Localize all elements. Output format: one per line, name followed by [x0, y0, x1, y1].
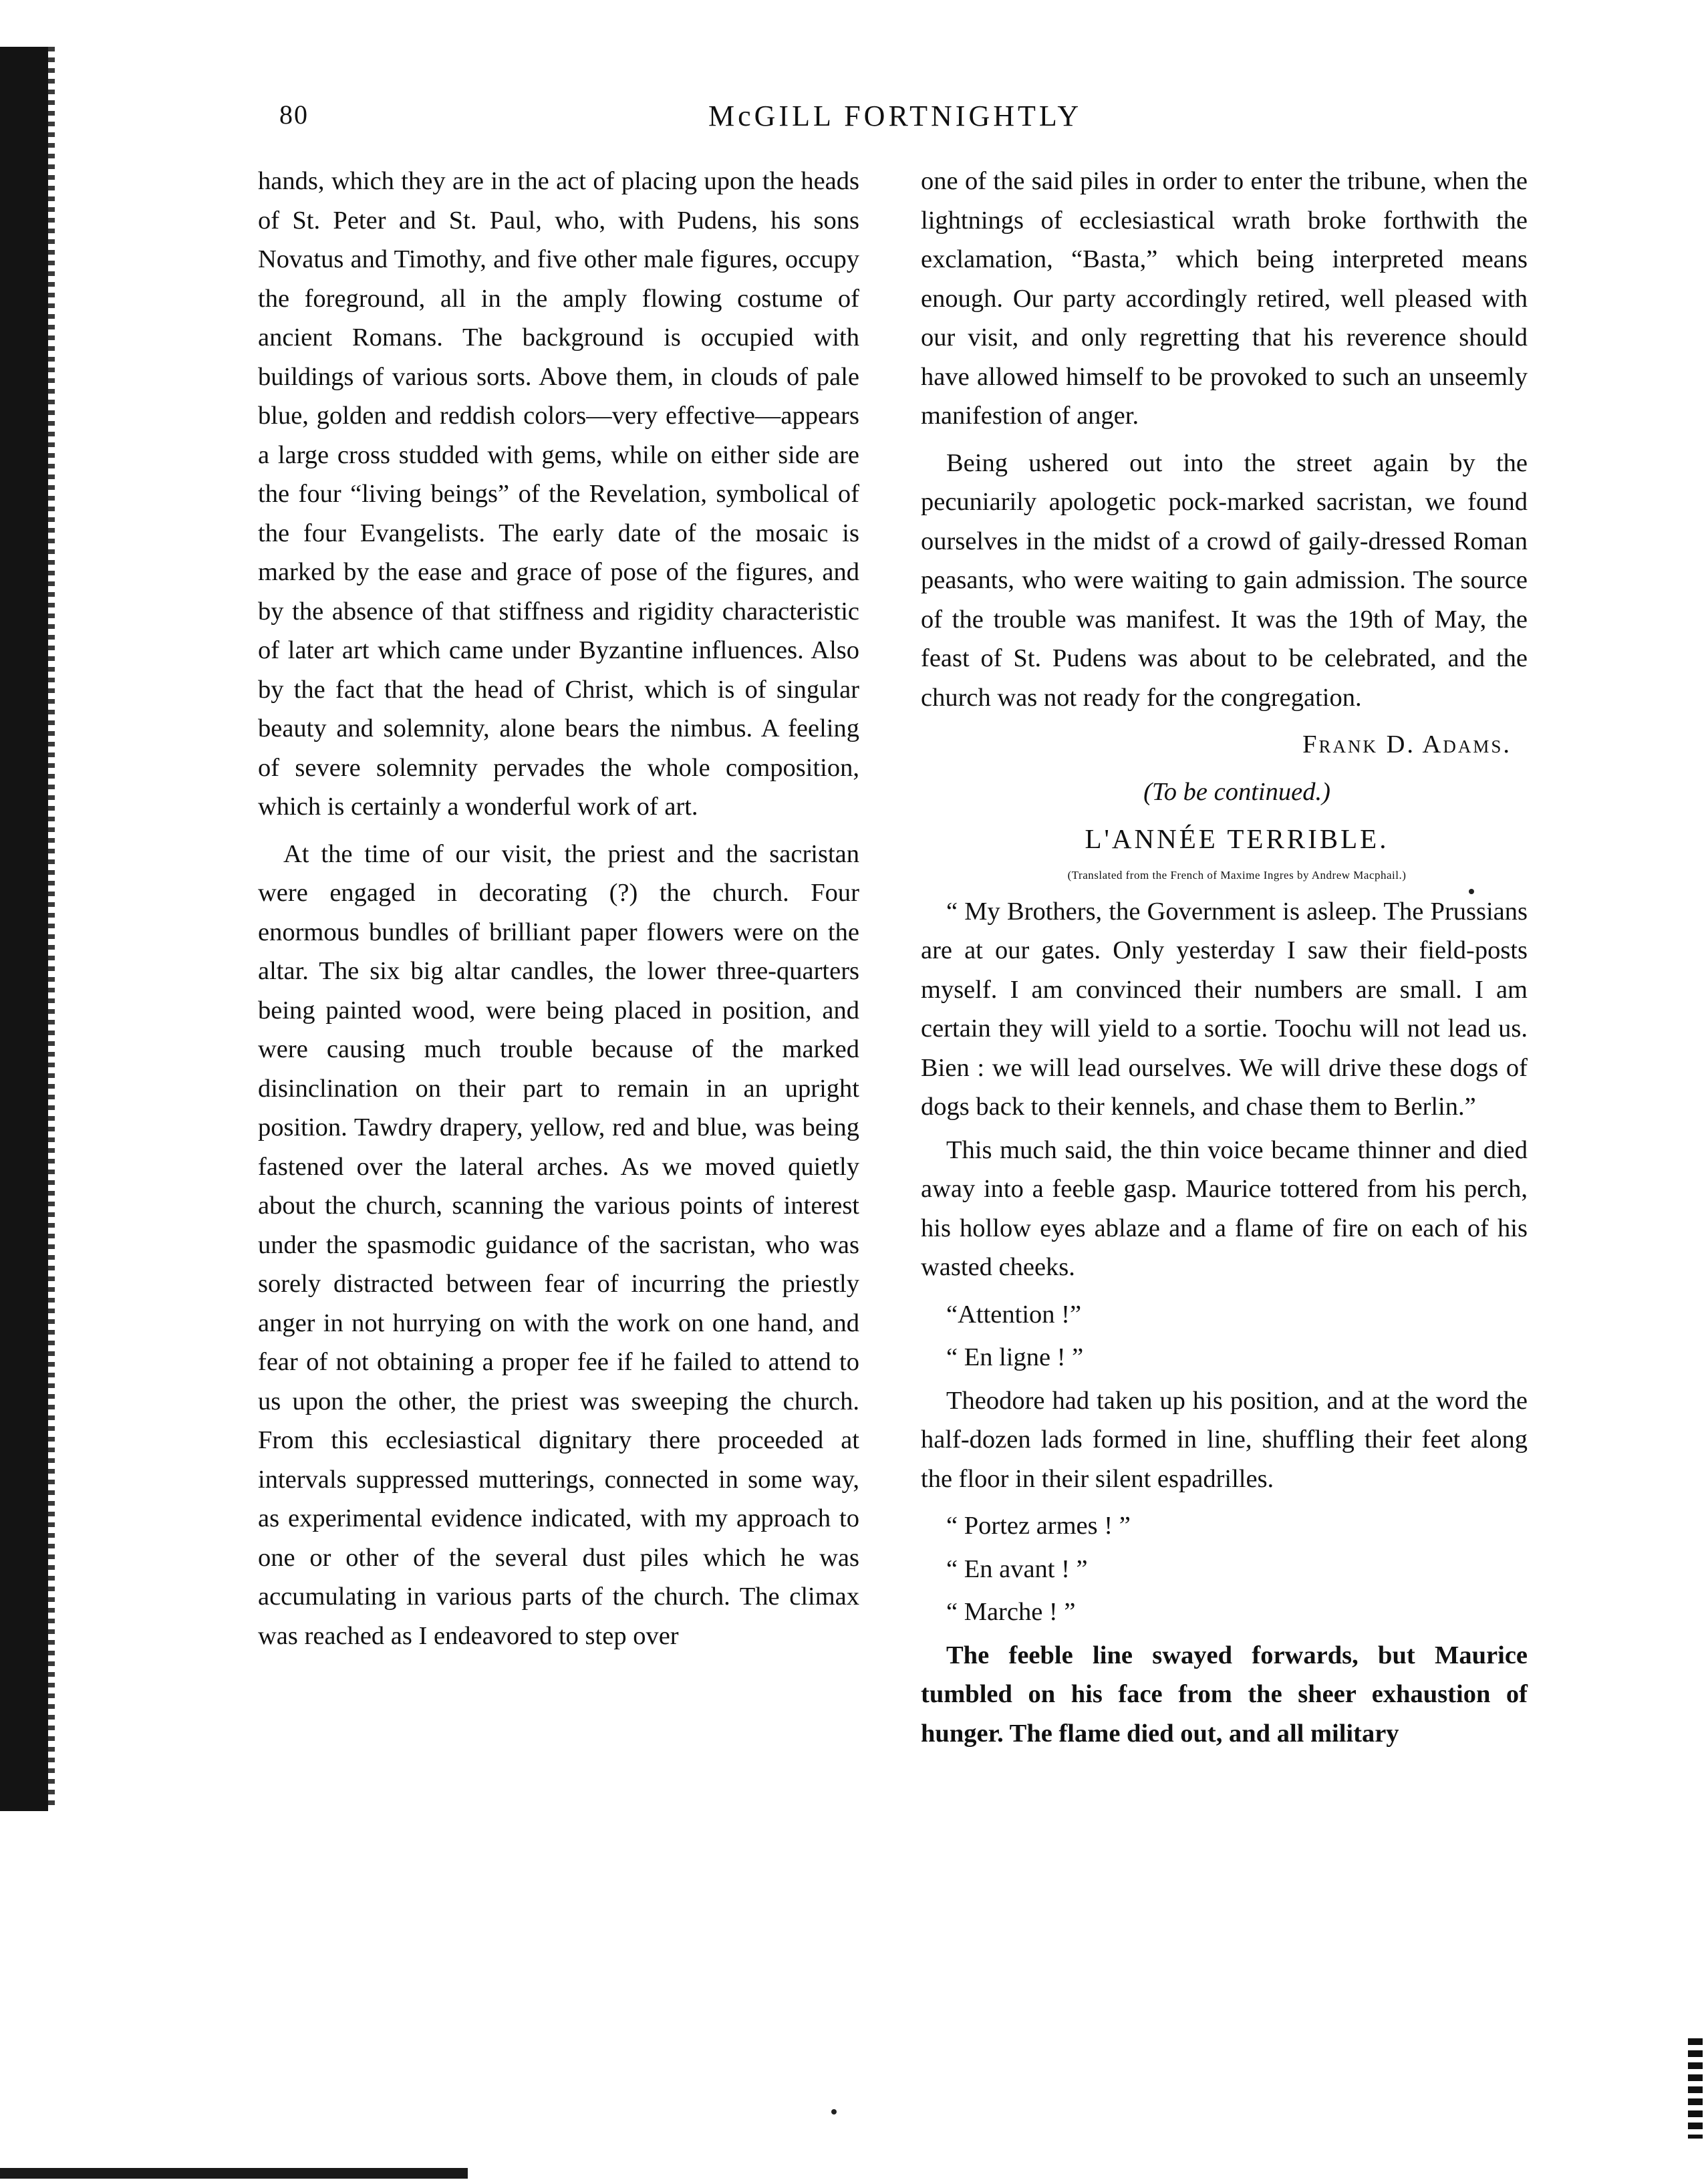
- page-header: [0, 99, 1708, 139]
- paragraph-feeble-line: The feeble line swayed forwards, but Maurice tumbled on his face from the sheer exhaustion of hunger. The flame died out, and all military: [921, 1641, 1528, 1748]
- command-marche: “ Marche ! ”: [946, 1598, 1076, 1626]
- scan-binding-edge: [0, 47, 48, 1811]
- bottom-dot-mark: [831, 2109, 837, 2114]
- paragraph-mosaic-description: hands, which they are in the act of placing upon the heads of St. Peter and St. Paul, who, with Pudens, his sons Novatus and Timothy, and five other male figures, occupy the foreground, all in the amply flowing costume of ancient Romans. The background is occupied with buildings of various sorts. Above them, in clouds of pale blue, golden and reddish colors—very effective—appears a large cross studded with gems, while on either side are the four “living beings” of the Revelation, symbolical of the four Evangelists. The early date of the mosaic is marked by the ease and grace of pose of the figures, and by the absence of that stiffness and rigidity characteristic of later art which came under Byzantine influences. Also by the fact that the head of Christ, which is of singular beauty and solemnity, alone bears the nimbus. A feeling of severe solemnity pervades the whole composition, which is certainly a wonderful work of art.: [258, 167, 859, 821]
- command-attention: “Attention !”: [946, 1300, 1082, 1329]
- article-title: L'ANNÉE TERRIBLE.: [1085, 823, 1389, 854]
- article-subtitle: (Translated from the French of Maxime Ingres by Andrew Macphail.): [1067, 868, 1407, 881]
- right-column: [921, 162, 1528, 1761]
- paragraph-voice: This much said, the thin voice became thinner and died away into a feeble gasp. Maurice tottered from his perch, his hollow eyes ablaze and a flame of fire on each of his wasted cheeks.: [921, 1135, 1528, 1281]
- scan-edge-marks: [1688, 2038, 1703, 2139]
- speech-brothers: “ My Brothers, the Government is asleep. The Prussians are at our gates. Only yesterday I saw their field-posts myself. I am convinced their numbers are small. I am certain they will yield to a sortie. Toochu will not lead us. Bien : we will lead ourselves. We will drive these dogs of dogs back to their kennels, and chase them to Berlin.”: [921, 897, 1528, 1121]
- command-en-avant: “ En avant ! ”: [946, 1554, 1088, 1583]
- page-number: 80: [279, 100, 309, 130]
- to-be-continued-note: (To be continued.): [1143, 777, 1330, 806]
- command-portez-armes: “ Portez armes ! ”: [946, 1512, 1131, 1540]
- stray-dot-mark: [1469, 889, 1474, 894]
- left-column: [258, 162, 859, 1663]
- paragraph-continuation: one of the said piles in order to enter the tribune, when the lightnings of ecclesiastical wrath broke forthwith the exclamation, “Basta,” which being interpreted means enough. Our party accordingly retired, well pleased with our visit, and only regretting that his reverence should have allowed himself to be provoked to such an unseemly manifestion of anger.: [921, 167, 1528, 430]
- running-title: McGILL FORTNIGHTLY: [708, 100, 1083, 132]
- paragraph-theodore: Theodore had taken up his position, and at the word the half-dozen lads formed in line, shuffling their feet along the floor in their silent espadrilles.: [921, 1386, 1528, 1493]
- paragraph-visit: At the time of our visit, the priest and the sacristan were engaged in decorating (?) the church. Four enormous bundles of brilliant paper flowers were on the altar. The six big altar candles, the lower three-quarters being painted wood, were being placed in position, and were causing much trouble because of the marked disinclination on their part to remain in an upright position. Tawdry drapery, yellow, red and blue, was being fastened over the lateral arches. As we moved quietly about the church, scanning the various points of interest under the spasmodic guidance of the sacristan, who was sorely distracted between fear of incurring the priestly anger in not hurrying on with the work on one hand, and fear of not obtaining a proper fee if he failed to attend to us upon the other, the priest was sweeping the church. From this ecclesiastical dignitary there proceeded at intervals suppressed mutterings, connected in some way, as experimental evidence indicated, with my approach to one or other of the several dust piles which he was accumulating in various parts of the church. The climax was reached as I endeavored to step over: [258, 839, 859, 1650]
- paragraph-street: Being ushered out into the street again by the pecuniarily apologetic pock-marked sacristan, we found ourselves in the midst of a crowd of gaily-dressed Roman peasants, who were waiting to gain admission. The source of the trouble was manifest. It was the 19th of May, the feast of St. Pudens was about to be celebrated, and the church was not ready for the congregation.: [921, 448, 1528, 712]
- scan-bottom-rule: [0, 2168, 468, 2179]
- command-en-ligne: “ En ligne ! ”: [946, 1343, 1084, 1371]
- author-signature: Frank D. Adams.: [1302, 730, 1512, 759]
